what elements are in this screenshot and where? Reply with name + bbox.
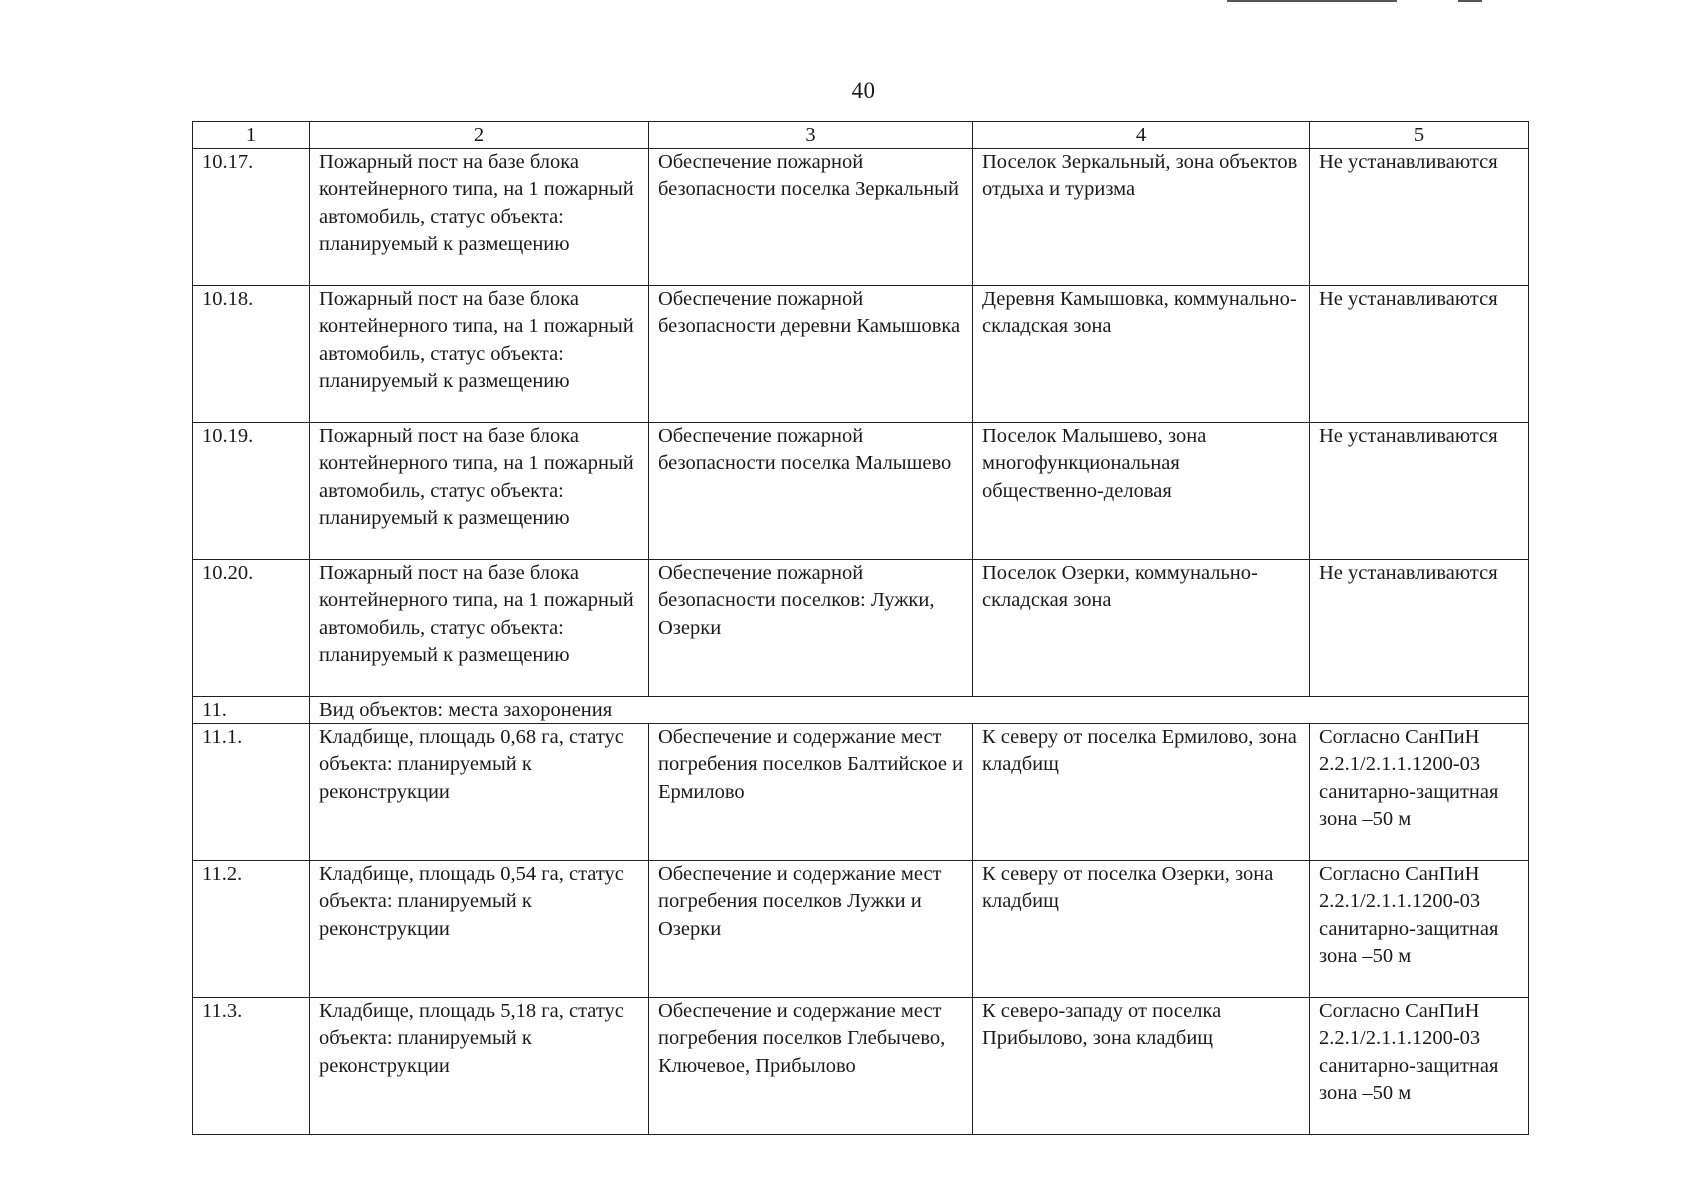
column-number-header: 2 [310,122,649,149]
object-location: К северу от поселка Озерки, зона кладбищ [973,861,1310,998]
table-row [193,724,1529,861]
object-purpose: Обеспечение и содержание мест погребения поселков Глебычево, Ключевое, Прибылово [649,998,973,1135]
object-description: Кладбище, площадь 0,54 га, статус объекта: планируемый к реконструкции [310,861,649,998]
object-purpose: Обеспечение и содержание мест погребения поселков Балтийское и Ермилово [649,724,973,861]
object-description: Пожарный пост на базе блока контейнерного типа, на 1 пожарный автомобиль, статус объекта: планируемый к размещению [310,423,649,560]
row-number: 10.17. [193,149,310,286]
row-number: 10.18. [193,286,310,423]
object-purpose: Обеспечение пожарной безопасности поселка Зеркальный [649,149,973,286]
object-purpose: Обеспечение пожарной безопасности поселков: Лужки, Озерки [649,560,973,697]
object-location: К северо-западу от поселка Прибылово, зона кладбищ [973,998,1310,1135]
column-number-header: 4 [973,122,1310,149]
table-row [193,149,1529,286]
object-location: Деревня Камышовка, коммунально-складская зона [973,286,1310,423]
object-location: Поселок Озерки, коммунально-складская зона [973,560,1310,697]
table-row [193,560,1529,697]
scan-edge-mark [1458,0,1482,2]
object-description: Пожарный пост на базе блока контейнерного типа, на 1 пожарный автомобиль, статус объекта: планируемый к размещению [310,560,649,697]
object-purpose: Обеспечение пожарной безопасности деревни Камышовка [649,286,973,423]
table-row [193,423,1529,560]
row-number: 11.3. [193,998,310,1135]
restricted-zones: Не устанавливаются [1310,423,1529,560]
column-number-header: 3 [649,122,973,149]
table-header-row [193,122,1529,149]
objects-table [192,121,1529,1135]
row-number: 10.19. [193,423,310,560]
row-number: 11.1. [193,724,310,861]
table-row [193,861,1529,998]
table-row [193,998,1529,1135]
object-location: Поселок Малышево, зона многофункциональная общественно-деловая [973,423,1310,560]
restricted-zones: Согласно СанПиН 2.2.1/2.1.1.1200-03 санитарно-защитная зона –50 м [1310,724,1529,861]
restricted-zones: Не устанавливаются [1310,560,1529,697]
restricted-zones: Не устанавливаются [1310,149,1529,286]
section-number: 11. [193,697,310,724]
row-number: 11.2. [193,861,310,998]
object-location: Поселок Зеркальный, зона объектов отдыха и туризма [973,149,1310,286]
restricted-zones: Не устанавливаются [1310,286,1529,423]
section-row [193,697,1529,724]
table-row [193,286,1529,423]
page-number: 40 [851,78,876,103]
row-number: 10.20. [193,560,310,697]
restricted-zones: Согласно СанПиН 2.2.1/2.1.1.1200-03 санитарно-защитная зона –50 м [1310,861,1529,998]
column-number-header: 1 [193,122,310,149]
object-purpose: Обеспечение пожарной безопасности поселка Малышево [649,423,973,560]
object-description: Кладбище, площадь 5,18 га, статус объекта: планируемый к реконструкции [310,998,649,1135]
section-title: Вид объектов: места захоронения [310,697,1529,724]
scan-edge-mark [1227,0,1397,2]
object-description: Пожарный пост на базе блока контейнерного типа, на 1 пожарный автомобиль, статус объекта: планируемый к размещению [310,286,649,423]
restricted-zones: Согласно СанПиН 2.2.1/2.1.1.1200-03 санитарно-защитная зона –50 м [1310,998,1529,1135]
object-purpose: Обеспечение и содержание мест погребения поселков Лужки и Озерки [649,861,973,998]
column-number-header: 5 [1310,122,1529,149]
object-location: К северу от поселка Ермилово, зона кладбищ [973,724,1310,861]
object-description: Кладбище, площадь 0,68 га, статус объекта: планируемый к реконструкции [310,724,649,861]
object-description: Пожарный пост на базе блока контейнерного типа, на 1 пожарный автомобиль, статус объекта: планируемый к размещению [310,149,649,286]
